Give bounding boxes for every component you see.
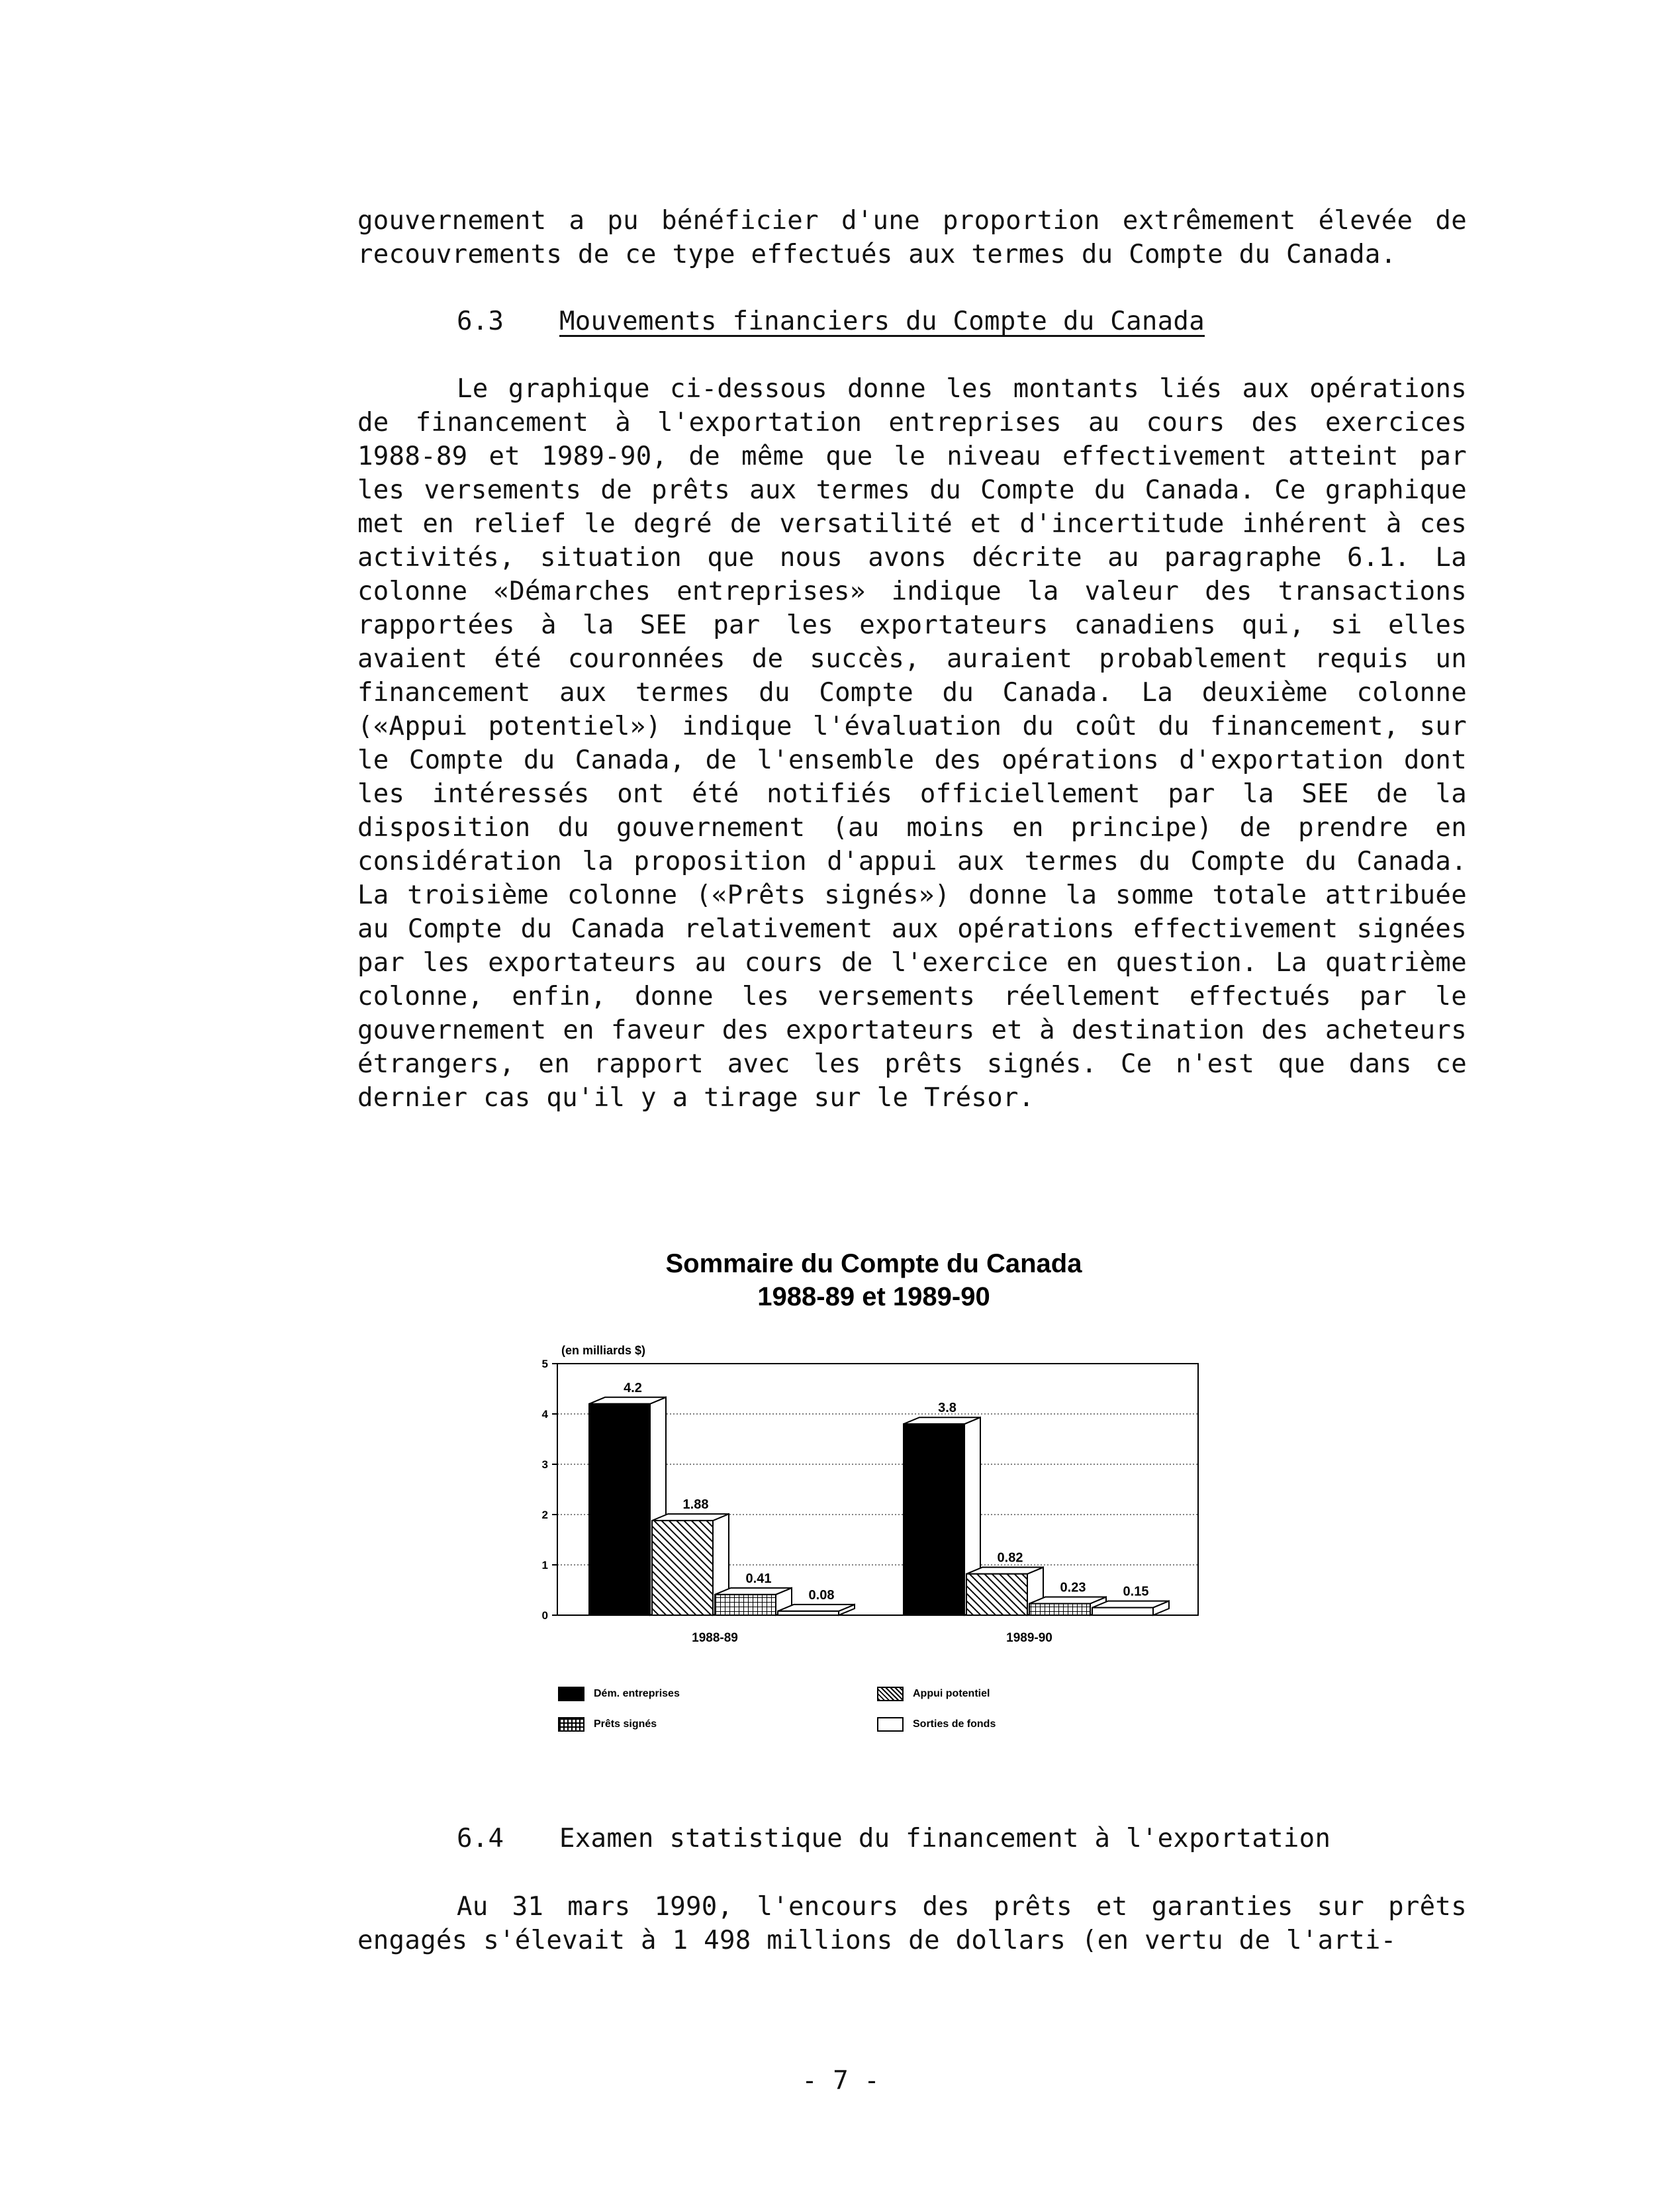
legend-label: Dém. entreprises [594,1688,680,1699]
chart-title: Sommaire du Compte du Canada [665,1249,1082,1278]
legend-swatch-solid [558,1687,584,1701]
x-tick-label: 1988-89 [692,1631,738,1645]
y-axis-label: (en milliards $) [561,1344,646,1357]
bar [966,1574,1027,1615]
legend-swatch-empty [877,1717,904,1732]
y-tick-label: 2 [541,1509,548,1521]
data-label: 0.15 [1123,1584,1149,1599]
bar [589,1404,650,1615]
bar [904,1424,964,1615]
bar [1092,1608,1153,1615]
section-6-4-paragraph: Au 31 mars 1990, l'encours des prêts et garanties sur prêts engagés s'élevait à 1 498 millions de dollars (en vertu de l'arti- [357,1892,1467,1955]
section-6-3-paragraph: Le graphique ci-dessous donne les montants liés aux opérations de financement à l'exportation entreprises au cours des exercices 1988-89 et 1989-90, de même que le niveau effectivement atteint par les versements de prêts aux termes du Compte du Canada. Ce graphique met en relief le degré de versatilité et d'incertitude inhérent à ces activités, situation que nous avons décrite au paragraphe 6.1. La colonne «Démarches entreprises» indique la valeur des transactions rapportées à la SEE par les exportateurs canadiens qui, si elles avaient été couronnées de succès, auraient probablement requis un financement aux termes du Compte du Canada. La deuxième colonne («Appui potentiel») indique l'évaluation du coût du financement, sur le Compte du Canada, de l'ensemble des opérations d'exportation dont les intéressés ont été notifiés officiellement par la SEE de la disposition du gouvernement (au moins en principe) de prendre en considération la proposition d'appui aux termes du Compte du Canada. La troisième colonne («Prêts signés») donne la somme totale attribuée au Compte du Canada relativement aux opérations effectivement signées par les exportateurs au cours de l'exercice en question. La quatrième colonne, enfin, donne les versements réellement effectués par le gouvernement en faveur des exportateurs et à destination des acheteurs étrangers, en rapport avec les prêts signés. Ce n'est que dans ce dernier cas qu'il y a tirage sur le Trésor. [357,374,1467,1113]
section-number: 6.4 [457,1824,504,1853]
y-tick-label: 0 [541,1609,548,1622]
section-title: Examen statistique du financement à l'exportation [559,1824,1331,1853]
y-tick-label: 5 [541,1358,548,1370]
section-6-4-heading [457,1822,1450,1855]
section-title: Mouvements financiers du Compte du Canada [559,306,1205,336]
data-label: 0.08 [808,1587,835,1603]
legend-swatch-hatch [877,1687,904,1701]
bar [778,1611,839,1615]
y-tick-label: 1 [541,1559,548,1571]
data-label: 0.82 [997,1550,1023,1566]
intro-paragraph: gouvernement a pu bénéficier d'une proportion extrêmement élevée de recouvrements de ce type effectués aux termes du Compte du Canada. [357,206,1467,269]
legend-item-prets-signes [558,1717,657,1732]
page-number: - 7 - [802,2066,880,2096]
legend-label: Prêts signés [594,1718,657,1730]
bar-chart [516,1324,1218,1681]
section-number: 6.3 [457,306,504,336]
bar [652,1521,713,1615]
y-tick-label: 3 [541,1458,548,1471]
legend-swatch-grid [558,1717,584,1732]
bar [1029,1604,1090,1615]
section-6-3-heading [457,304,1383,338]
chart-subtitle: 1988-89 et 1989-90 [757,1282,990,1311]
bar [715,1595,776,1615]
legend-item-dem-entreprises [558,1687,680,1701]
data-label: 0.41 [745,1571,772,1586]
legend-label: Sorties de fonds [913,1718,996,1730]
y-tick-label: 4 [541,1408,548,1421]
data-label: 3.8 [938,1401,957,1416]
x-tick-label: 1989-90 [1006,1631,1052,1645]
legend-label: Appui potentiel [913,1688,990,1699]
legend-item-sorties-de-fonds [877,1717,996,1732]
data-label: 4.2 [624,1380,642,1395]
data-label: 0.23 [1060,1580,1086,1595]
legend-item-appui-potentiel [877,1687,990,1701]
data-label: 1.88 [682,1497,709,1513]
